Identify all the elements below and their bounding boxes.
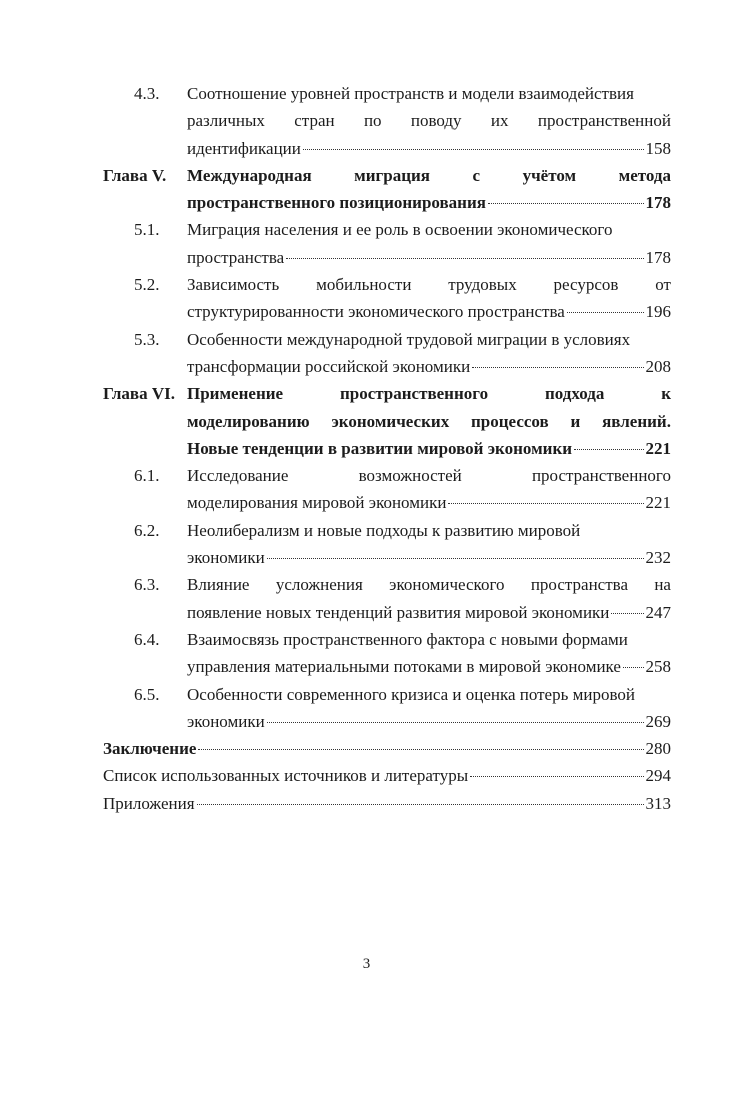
entry-text: управления материальными потоками в мировой экономике [187, 657, 621, 677]
entry-text: Особенности современного кризиса и оценка потерь мировой [187, 684, 635, 704]
dot-leader [611, 613, 643, 614]
entry-text: Особенности международной трудовой миграции в условиях [187, 329, 631, 349]
entry-word: пространственного [339, 384, 489, 404]
page-reference: 196 [645, 302, 671, 322]
toc-entry-chapter-6 [103, 380, 671, 462]
entry-word: усложнения [275, 575, 363, 595]
toc-entry-6-3 [103, 571, 671, 626]
dot-leader [623, 667, 644, 668]
entry-text: Заключение [103, 739, 197, 759]
page-reference: 221 [645, 438, 671, 458]
entry-text: появление новых тенденций развития мировой экономики [187, 602, 610, 622]
section-number: 6.3. [134, 575, 160, 595]
section-number: 4.3. [134, 84, 160, 103]
entry-text: пространственного позиционирования [187, 193, 486, 213]
entry-text: Соотношение уровней пространств и модели взаимодействия [187, 84, 634, 103]
section-number: 6.4. [134, 629, 160, 649]
entry-text: экономики [187, 711, 265, 731]
page-reference: 269 [645, 711, 671, 731]
entry-word: поводу [410, 111, 462, 131]
entry-word: пространственной [537, 111, 671, 131]
page-reference: 208 [645, 356, 671, 376]
toc-entry-conclusion [103, 735, 671, 762]
entry-word: миграция [354, 165, 431, 185]
dot-leader [448, 503, 643, 504]
entry-word: с [472, 165, 481, 185]
dot-leader [574, 449, 643, 450]
section-number: 5.1. [134, 220, 160, 240]
page-reference: 232 [645, 548, 671, 568]
chapter-number: Глава VI. [103, 384, 176, 404]
page-reference: 313 [645, 793, 671, 813]
entry-word: к [661, 384, 671, 404]
entry-word: явлений. [602, 411, 671, 431]
entry-word: по [363, 111, 382, 131]
entry-text: идентификации [187, 138, 301, 158]
entry-text: Взаимосвязь пространственного фактора с новыми формами [187, 629, 628, 649]
entry-text: Приложения [103, 793, 195, 813]
entry-word: моделированию [187, 411, 310, 431]
section-number: 6.2. [134, 520, 160, 540]
page-reference: 258 [645, 657, 671, 677]
dot-leader [488, 203, 644, 204]
entry-text: Список использованных источников и литературы [103, 766, 469, 786]
dot-leader [198, 749, 643, 750]
dot-leader [197, 804, 644, 805]
dot-leader [472, 367, 643, 368]
entry-text: трансформации российской экономики [187, 356, 471, 376]
page-reference: 178 [645, 247, 671, 267]
toc-entry-appendices [103, 790, 671, 817]
page-reference: 247 [645, 602, 671, 622]
toc-entry-5-3 [103, 326, 671, 381]
chapter-number: Глава V. [103, 165, 167, 185]
entry-word: экономического [389, 575, 505, 595]
toc-entry-6-4 [103, 626, 671, 681]
page-reference: 178 [645, 193, 671, 213]
entry-word: на [654, 575, 671, 595]
entry-word: пространственного [531, 466, 671, 486]
toc-entry-chapter-5 [103, 162, 671, 217]
entry-text: Неолиберализм и новые подходы к развитию мировой [187, 520, 581, 540]
entry-word: ресурсов [553, 275, 619, 295]
entry-word: процессов [471, 411, 549, 431]
entry-word: Применение [187, 384, 284, 404]
dot-leader [267, 722, 644, 723]
page-number: 3 [362, 956, 371, 972]
entry-word: мобильности [316, 275, 412, 295]
entry-word: метода [618, 165, 671, 185]
dot-leader [303, 149, 644, 150]
section-number: 6.1. [134, 466, 160, 486]
toc-entry-5-2 [103, 271, 671, 326]
toc-entry-6-1 [103, 462, 671, 517]
page-reference: 294 [645, 766, 671, 786]
entry-word: учётом [522, 165, 577, 185]
entry-word: экономических [331, 411, 450, 431]
entry-word: различных [187, 111, 265, 131]
section-number: 5.2. [134, 275, 160, 295]
page-reference: 280 [645, 739, 671, 759]
toc-entry-bibliography [103, 762, 671, 789]
entry-word: Международная [187, 165, 312, 185]
entry-word: пространства [530, 575, 628, 595]
entry-text: Новые тенденции в развитии мировой экономики [187, 438, 573, 458]
entry-text: структурированности экономического пространства [187, 302, 565, 322]
entry-word: трудовых [448, 275, 517, 295]
table-of-contents [103, 80, 671, 817]
toc-entry-6-2 [103, 517, 671, 572]
toc-entry-6-5 [103, 681, 671, 736]
section-number: 6.5. [134, 684, 160, 704]
entry-word: их [490, 111, 509, 131]
dot-leader [470, 776, 643, 777]
dot-leader [567, 312, 644, 313]
entry-text: пространства [187, 247, 285, 267]
page-reference: 221 [645, 493, 671, 513]
entry-text: Миграция населения и ее роль в освоении экономического [187, 220, 613, 240]
entry-word: подхода [544, 384, 605, 404]
entry-word: и [570, 411, 581, 431]
toc-entry-4-3 [103, 80, 671, 162]
page-reference: 158 [645, 138, 671, 158]
dot-leader [286, 258, 643, 259]
entry-word: стран [294, 111, 335, 131]
entry-text: экономики [187, 548, 265, 568]
section-number: 5.3. [134, 329, 160, 349]
dot-leader [267, 558, 644, 559]
entry-word: Исследование [187, 466, 289, 486]
toc-entry-5-1 [103, 216, 671, 271]
entry-word: Влияние [187, 575, 250, 595]
entry-text: моделирования мировой экономики [187, 493, 447, 513]
entry-word: Зависимость [187, 275, 280, 295]
entry-word: возможностей [358, 466, 462, 486]
entry-word: от [655, 275, 671, 295]
